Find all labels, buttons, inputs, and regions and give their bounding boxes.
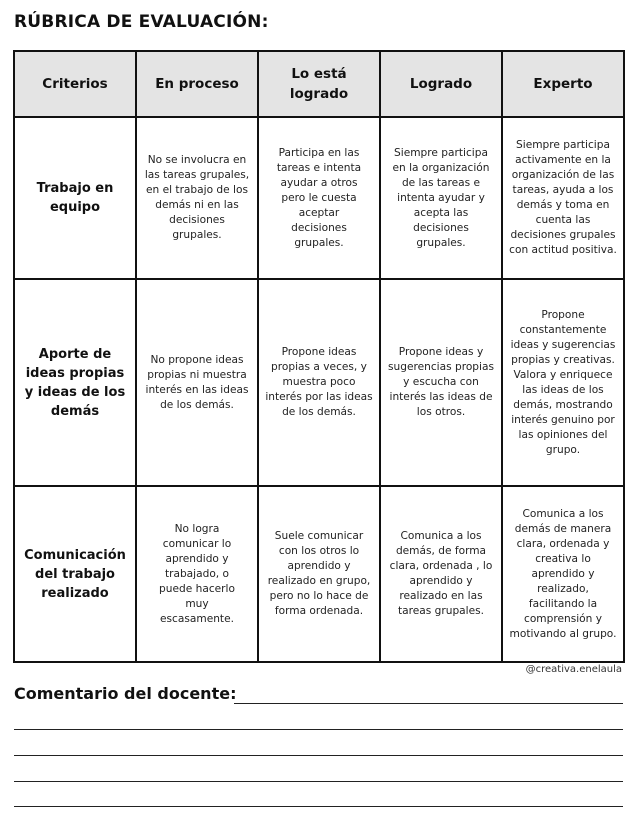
header-en-proceso: En proceso: [136, 51, 258, 117]
table-row: [14, 279, 624, 486]
header-lo-esta-logrado-text: Lo está logrado: [289, 66, 349, 102]
header-row: [14, 51, 624, 117]
rubric-cell-text: Comunica a los demás de manera clara, ordenada y creativa lo aprendido y realizado, facilitando la comprensión y motivando al grupo.: [509, 507, 617, 640]
rubric-cell: [258, 486, 380, 662]
rubric-cell-text: Siempre participa activamente en la organización de las tareas, ayuda a los demás y toma en cuenta las decisiones grupales con actitud positiva.: [509, 139, 617, 256]
author-credit: @creativa.enelaula: [525, 664, 622, 675]
criterion-label: Trabajo en equipo: [36, 181, 114, 215]
rubric-cell-text: Suele comunicar con los otros lo aprendido y realizado en grupo, pero no lo hace de forma ordenada.: [267, 530, 371, 617]
rubric-cell-text: Propone constantemente ideas y sugerencias propias y creativas. Valora y enriquece las ideas de los demás, mostrando interés genuino por las opiniones del grupo.: [510, 308, 616, 456]
header-criterios: Criterios: [14, 51, 136, 117]
comment-line: [14, 755, 623, 756]
criterion-cell: [14, 279, 136, 486]
header-logrado: Logrado: [380, 51, 502, 117]
rubric-cell: [380, 279, 502, 486]
rubric-cell: [502, 279, 624, 486]
comment-line: [14, 806, 623, 807]
comment-label: Comentario del docente:: [14, 684, 237, 703]
criterion-cell: [14, 117, 136, 279]
rubric-cell-text: Propone ideas y sugerencias propias y escucha con interés las ideas de los otros.: [388, 346, 494, 418]
header-lo-esta-logrado: [258, 51, 380, 117]
page-title: RÚBRICA DE EVALUACIÓN:: [14, 12, 269, 32]
rubric-cell: [258, 279, 380, 486]
table-row: [14, 486, 624, 662]
rubric-cell: [258, 117, 380, 279]
rubric-cell: [502, 117, 624, 279]
rubric-cell: [136, 486, 258, 662]
rubric-cell: [502, 486, 624, 662]
rubric-table: [13, 50, 625, 663]
rubric-cell: [380, 117, 502, 279]
rubric-cell: [380, 486, 502, 662]
rubric-cell: [136, 117, 258, 279]
criterion-label: Comunicación del trabajo realizado: [24, 547, 126, 601]
comment-line: [234, 703, 623, 704]
rubric-cell-text: No se involucra en las tareas grupales, en el trabajo de los demás ni en las decisiones grupales.: [144, 154, 250, 241]
rubric-cell-text: Propone ideas propias a veces, y muestra poco interés por las ideas de los demás.: [265, 346, 373, 418]
criterion-label: Aporte de ideas propias y ideas de los demás: [24, 346, 126, 419]
comment-line: [14, 781, 623, 782]
rubric-cell-text: Comunica a los demás, de forma clara, ordenada , lo aprendido y realizado en las tareas grupales.: [389, 530, 493, 617]
table-row: [14, 117, 624, 279]
rubric-cell-text: No propone ideas propias ni muestra interés en las ideas de los demás.: [145, 353, 249, 411]
header-experto: Experto: [502, 51, 624, 117]
rubric-cell: [136, 279, 258, 486]
rubric-cell-text: No logra comunicar lo aprendido y trabajado, o puede hacerlo muy escasamente.: [159, 522, 235, 625]
rubric-cell-text: Siempre participa en la organización de las tareas e intenta ayudar y acepta las decisiones grupales.: [392, 146, 490, 249]
comment-line: [14, 729, 623, 730]
criterion-cell: [14, 486, 136, 662]
rubric-cell-text: Participa en las tareas e intenta ayudar a otros pero le cuesta aceptar decisiones grupales.: [276, 146, 362, 249]
